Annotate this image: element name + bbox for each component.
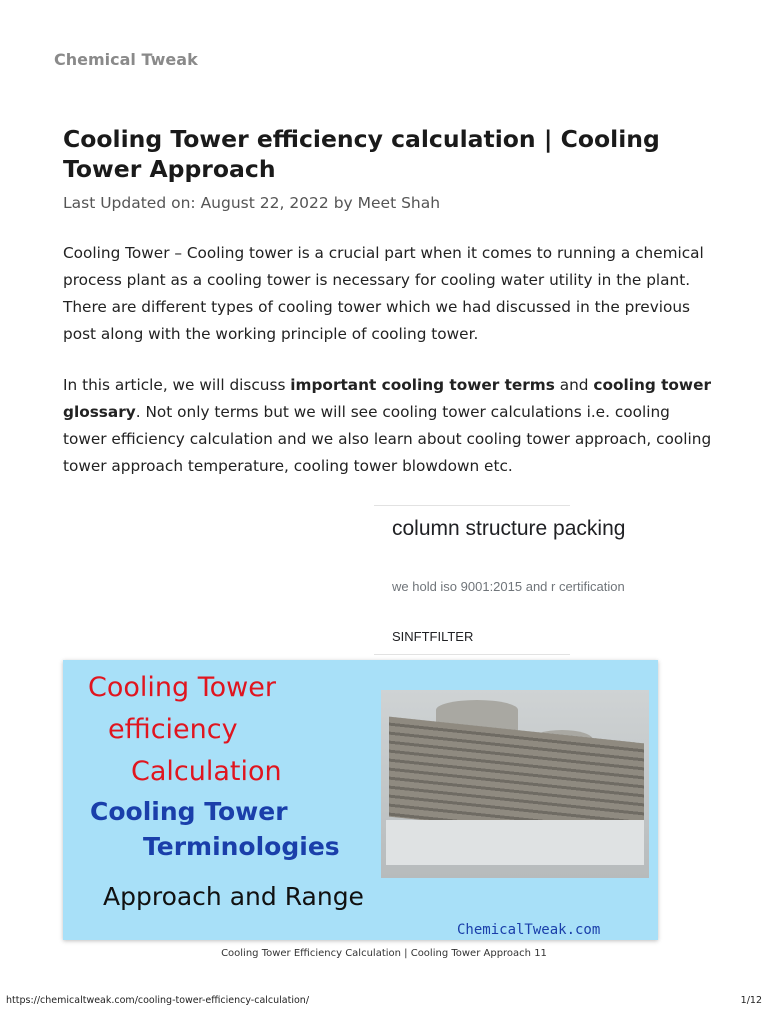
figure-caption: Cooling Tower Efficiency Calculation | Cooling Tower Approach 11 — [221, 948, 547, 959]
ad-headline[interactable]: column structure packing — [392, 517, 626, 540]
figure-text: Cooling Tower — [88, 672, 276, 703]
bold-term: cooling tower glossary — [63, 376, 711, 421]
bold-term: important cooling tower terms — [290, 376, 555, 394]
site-name: Chemical Tweak — [54, 50, 198, 69]
ad-description: we hold iso 9001:2015 and r certification — [392, 579, 625, 594]
article-meta: Last Updated on: August 22, 2022 by Meet Shah — [63, 194, 441, 212]
article-paragraph — [63, 372, 713, 480]
page-title: Cooling Tower efficiency calculation | Cooling Tower Approach — [63, 125, 660, 183]
advertisement[interactable] — [374, 505, 626, 655]
ad-sponsor: SINFTFILTER — [392, 629, 474, 644]
article-figure — [63, 660, 658, 940]
text: and — [554, 376, 594, 394]
page-number: 1/12 — [740, 995, 762, 1006]
figure-text: Cooling Tower — [90, 797, 288, 826]
figure-text: efficiency — [108, 714, 238, 745]
figure-text: Approach and Range — [103, 882, 364, 911]
figure-text: Calculation — [131, 756, 282, 787]
text: In this article, we will discuss — [63, 376, 291, 394]
figure-text: Terminologies — [143, 832, 340, 861]
cooling-tower-photo — [381, 690, 649, 878]
tower-base — [386, 820, 644, 865]
text: . Not only terms but we will see cooling tower calculations i.e. cooling tower efficiency calculation and we also learn about cooling tower approach, cooling tower approach temperature, cooling tower blowdown etc. — [63, 403, 712, 475]
watermark: ChemicalTweak.com — [457, 922, 601, 938]
footer-url: https://chemicaltweak.com/cooling-tower-efficiency-calculation/ — [6, 995, 310, 1006]
intro-paragraph: Cooling Tower – Cooling tower is a crucial part when it comes to running a chemical process plant as a cooling tower is necessary for cooling water utility in the plant. There are different types of cooling tower which we had discussed in the previous post along with the working principle of cooling tower. — [63, 244, 704, 343]
